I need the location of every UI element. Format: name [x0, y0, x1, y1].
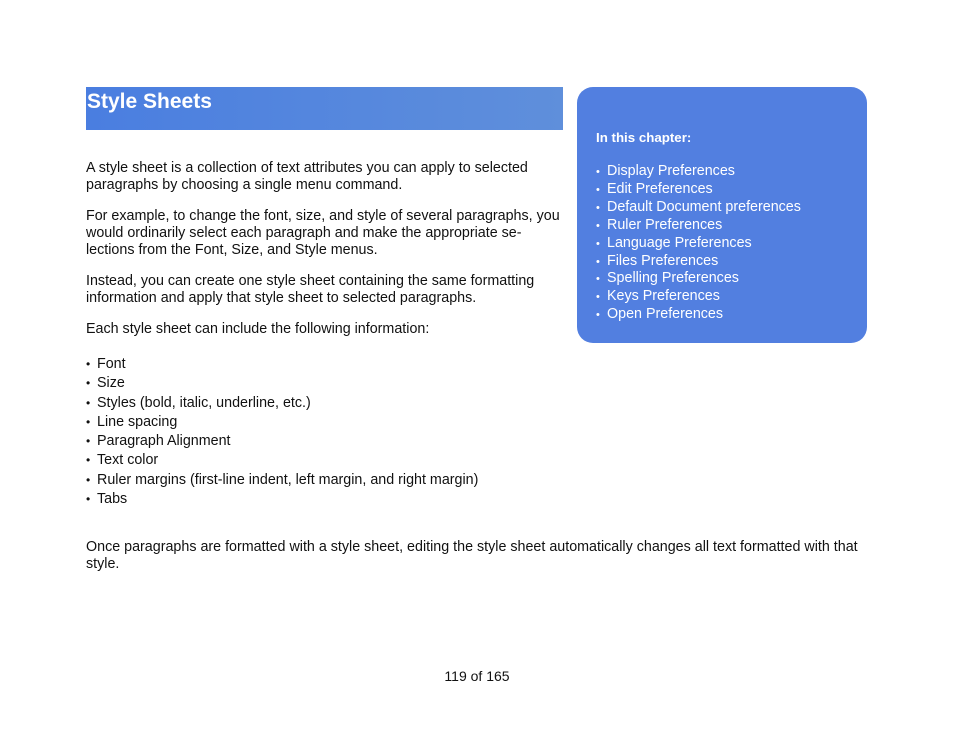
list-item: • Font — [86, 355, 564, 374]
paragraph: Instead, you can create one style sheet containing the same formatting information and apply that style sheet to selected paragraphs. — [86, 273, 535, 306]
bullet-icon: • — [596, 183, 600, 196]
chapter-item-edit[interactable]: • Edit Preferences — [596, 180, 713, 197]
bullet-icon: • — [86, 395, 91, 410]
bullet-icon: • — [86, 453, 91, 468]
chapter-item-files[interactable]: • Files Preferences — [596, 252, 719, 269]
bullet-icon: • — [596, 237, 600, 250]
bullet-icon: • — [86, 414, 91, 429]
closing-paragraph: Once paragraphs are formatted with a style sheet, editing the style sheet automatically changes all text formatted with that style. — [86, 539, 858, 572]
page-number: 119 of 165 — [444, 668, 510, 684]
bullet-icon: • — [596, 291, 600, 304]
list-item: • Ruler margins (first-line indent, left margin, and right margin) — [86, 471, 564, 490]
bullet-icon: • — [86, 472, 91, 487]
chapter-contents-panel — [577, 87, 867, 343]
list-item: • Text color — [86, 451, 564, 470]
bullet-icon: • — [596, 273, 600, 286]
list-item: • Styles (bold, italic, underline, etc.) — [86, 394, 564, 413]
bullet-icon: • — [596, 309, 600, 322]
title-bar — [86, 87, 563, 130]
attribute-list — [86, 355, 564, 509]
chapter-list — [596, 163, 801, 324]
chapter-item-default-document[interactable]: • Default Document preferences — [596, 198, 801, 215]
page-title: Style Sheets — [87, 90, 212, 113]
bullet-icon: • — [86, 434, 91, 449]
chapter-item-language[interactable]: • Language Preferences — [596, 234, 752, 251]
bullet-icon: • — [86, 492, 91, 507]
chapter-item-open[interactable]: • Open Preferences — [596, 306, 724, 323]
paragraph: For example, to change the font, size, and style of several paragraphs, you would ordinarily select each paragraph and make the appropriate se-lections from the Font, Size, and Style menus. — [86, 208, 560, 258]
bullet-icon: • — [86, 376, 91, 391]
paragraph: Each style sheet can include the following information: — [86, 321, 430, 337]
list-item: • Size — [86, 374, 564, 393]
chapter-item-spelling[interactable]: • Spelling Preferences — [596, 270, 739, 287]
list-item: • Paragraph Alignment — [86, 432, 564, 451]
list-item: • Line spacing — [86, 413, 564, 432]
bullet-icon: • — [596, 201, 600, 214]
chapter-item-display[interactable]: • Display Preferences — [596, 163, 735, 179]
main-content — [86, 160, 564, 509]
chapter-item-ruler[interactable]: • Ruler Preferences — [596, 216, 723, 233]
bullet-icon: • — [86, 357, 91, 371]
bullet-icon: • — [596, 255, 600, 268]
bullet-icon: • — [596, 166, 600, 178]
chapter-heading: In this chapter: — [596, 130, 692, 145]
chapter-item-keys[interactable]: • Keys Preferences — [596, 288, 720, 305]
bullet-icon: • — [596, 219, 600, 232]
paragraph: A style sheet is a collection of text attributes you can apply to selected paragraphs by choosing a single menu command. — [86, 160, 528, 193]
list-item: • Tabs — [86, 490, 564, 509]
